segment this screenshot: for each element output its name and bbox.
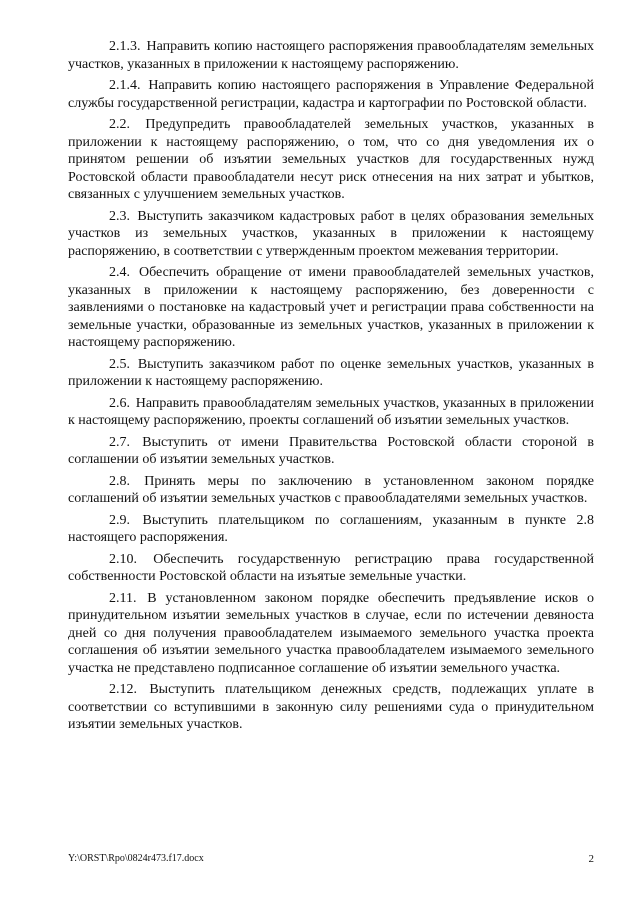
- paragraph-2-11: [68, 590, 594, 678]
- paragraph-2-7: [68, 434, 594, 469]
- paragraph-2-1-3: [68, 38, 594, 73]
- paragraph-2-5: [68, 356, 594, 391]
- paragraph-text: Предупредить правообладателей земельных участков, указанных в приложении к настоящему распоряжению, о том, что со дня уведомления их о принятом решении об изъятии земельных участков для государственных нужд Ростовской области правообладатели несут риск отнесения на них затрат и убытков, связанных с улучшением земельных участков.: [68, 117, 594, 202]
- paragraph-text: Обеспечить обращение от имени правообладателей земельных участков, указанных в приложении к настоящему распоряжению, без доверенности с заявлениями о постановке на кадастровый учет и регистрации права собственности на земельные участки, образованные из земельных участков, указанных в приложении к настоящему распоряжению.: [68, 265, 595, 350]
- paragraph-number: 2.7.: [109, 434, 130, 450]
- paragraph-2-12: [68, 681, 594, 734]
- paragraph-2-2: [68, 116, 594, 204]
- paragraph-text: Направить копию настоящего распоряжения в Управление Федеральной службы государственной регистрации, кадастра и картографии по Ростовской области.: [68, 78, 595, 111]
- paragraph-number: 2.9.: [109, 512, 130, 528]
- paragraph-text: Принять меры по заключению в установленном законом порядке соглашений об изъятии земельных участков с правообладателями земельных участков.: [68, 473, 594, 506]
- paragraph-number: 2.11.: [109, 590, 137, 606]
- page-number: 2: [588, 853, 594, 865]
- paragraph-text: Обеспечить государственную регистрацию права государственной собственности Ростовской области на изъятые земельные участки.: [68, 551, 594, 584]
- paragraph-number: 2.1.4.: [109, 78, 141, 93]
- paragraph-2-3: [68, 208, 594, 261]
- paragraph-number: 2.5.: [109, 356, 130, 372]
- paragraph-number: 2.4.: [109, 265, 130, 280]
- file-path: Y:\ORST\Rpo\0824r473.f17.docx: [68, 853, 204, 864]
- paragraph-text: Выступить от имени Правительства Ростовской области стороной в соглашении об изъятии земельных участков.: [68, 434, 594, 467]
- page-footer: [68, 853, 594, 869]
- paragraph-number: 2.12.: [109, 682, 137, 697]
- paragraph-number: 2.2.: [109, 117, 130, 132]
- document-body: [68, 38, 594, 738]
- paragraph-text: Выступить плательщиком по соглашениям, указанным в пункте 2.8 настоящего распоряжения.: [68, 512, 594, 545]
- paragraph-2-10: [68, 551, 594, 586]
- paragraph-2-9: [68, 512, 594, 547]
- paragraph-text: Направить копию настоящего распоряжения правообладателям земельных участков, указанных в приложении к настоящему распоряжению.: [68, 39, 595, 72]
- paragraph-2-4: [68, 264, 594, 352]
- paragraph-number: 2.1.3.: [109, 39, 141, 54]
- paragraph-number: 2.6.: [109, 395, 130, 411]
- paragraph-text: Выступить заказчиком работ по оценке земельных участков, указанных в приложении к настоящему распоряжению.: [68, 356, 594, 389]
- paragraph-text: Выступить плательщиком денежных средств, подлежащих уплате в соответствии со вступившими в законную силу решениями суда о принудительном изъятии земельных участков.: [68, 682, 595, 732]
- paragraph-number: 2.3.: [109, 208, 130, 224]
- paragraph-text: В установленном законом порядке обеспечить предъявление исков о принудительном изъятии земельных участков в случае, если по истечении девяноста дней со дня получения правообладателем изымаемого земельного участка проекта соглашения об изъятии земельного участка правообладателем изымаемого земельного участка не представлено подписанное соглашение об изъятии земельного участка.: [68, 590, 594, 676]
- paragraph-number: 2.8.: [109, 473, 130, 489]
- paragraph-text: Выступить заказчиком кадастровых работ в целях образования земельных участков из земельных участков, указанных в приложении к настоящему распоряжению, в соответствии с утвержденным проектом межевания территории.: [68, 208, 594, 259]
- paragraph-text: Направить правообладателям земельных участков, указанных в приложении к настоящему распоряжению, проекты соглашений об изъятии земельных участков.: [68, 395, 595, 428]
- paragraph-2-1-4: [68, 77, 594, 112]
- paragraph-2-8: [68, 473, 594, 508]
- paragraph-2-6: [68, 395, 594, 430]
- paragraph-number: 2.10.: [109, 551, 137, 567]
